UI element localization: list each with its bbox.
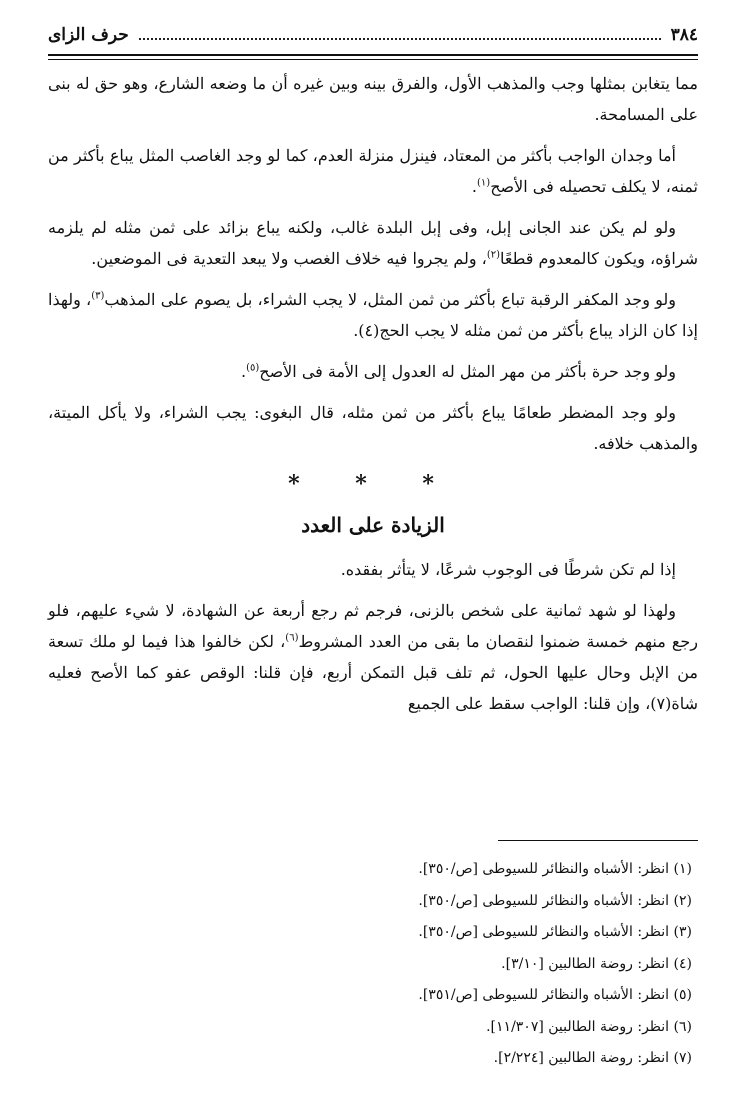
page-number: ٣٨٤ — [670, 25, 698, 45]
footnote-ref: (٢) — [486, 249, 501, 261]
book-page — [48, 22, 699, 1066]
dotted-leader — [139, 24, 661, 40]
footnote: (١) انظر: الأشباه والنظائر للسيوطى [ص/٣٥٠]. — [418, 861, 692, 877]
paragraph: ولو وجد المضطر طعامًا يباع بأكثر من ثمن مثله، قال البغوى: يجب الشراء، ولا يأكل الميتة، والمذهب خلافه. — [48, 403, 698, 453]
paragraph: أما وجدان الواجب بأكثر من المعتاد، فينزل منزلة العدم، كما لو وجد الغاصب المثل يباع بأكثر من ثمنه، لا يكلف تحصيله فى الأصح$^{(١)}$. — [48, 146, 698, 196]
paragraph: مما يتغابن بمثلها وجب والمذهب الأول، والفرق بينه وبين غيره أن ما وضعه الشارع، وهو حق له بنى على المسامحة. — [48, 74, 698, 124]
main-text — [48, 68, 698, 719]
footnote-rule — [498, 840, 698, 841]
footnote: (٣) انظر: الأشباه والنظائر للسيوطى [ص/٣٥٠]. — [418, 924, 692, 940]
section-separator: * * * — [288, 471, 458, 497]
header-rule-thin — [48, 59, 698, 60]
running-head: حرف الزاى — [48, 25, 129, 45]
footnote-ref: (٣) — [91, 290, 105, 302]
footnote: (٥) انظر: الأشباه والنظائر للسيوطى [ص/٣٥١]. — [418, 987, 692, 1003]
footnote: (٢) انظر: الأشباه والنظائر للسيوطى [ص/٣٥٠]. — [418, 892, 692, 909]
page-header — [48, 22, 698, 48]
footnote-ref: (٦) — [285, 632, 299, 644]
paragraph: ولو وجد المكفر الرقبة تباع بأكثر من ثمن المثل، لا يجب الشراء، بل يصوم على المذهب$^{(٣)}$، ولهذا إذا كان الزاد يباع بأكثر من ثمن مثله لا يجب الحج(٤). — [48, 290, 698, 340]
paragraph: ولو لم يكن عند الجانى إبل، وفى إبل البلدة غالب، ولكنه يباع بزائد على ثمن مثله لم يلزمه شراؤه، ويكون كالمعدوم قطعًا$^{(٢)}$، ولم يجروا فيه خلاف الغصب ولا يبعد التعدية فى الموضعين. — [48, 218, 698, 268]
footnote: (٦) انظر: روضة الطالبين [١١/٣٠٧]. — [486, 1018, 692, 1035]
paragraph: ولهذا لو شهد ثمانية على شخص بالزنى، فرجم ثم رجع أربعة عن الشهادة، لا شيء عليهم، فلو رجع منهم خمسة ضمنوا لنقصان ما بقى من العدد المشروط$^{(٦)}$، لكن خالفوا هذا فيما لو ملك تسعة من الإبل وحال عليها الحول، ثم تلف قبل التمكن أربع، فإن قلنا: الوقص عفو كما الأصح فعليه شاة(٧)، وإن قلنا: الواجب سقط على الجميع — [48, 601, 699, 713]
footnote-ref: (١) — [477, 177, 491, 189]
header-rule-thick — [48, 54, 698, 56]
footnote: (٧) انظر: روضة الطالبين [٢/٢٢٤]. — [493, 1050, 692, 1066]
footnotes — [48, 854, 698, 1075]
paragraph: ولو وجد حرة بأكثر من مهر المثل له العدول إلى الأمة فى الأصح$^{(٥)}$. — [240, 362, 676, 381]
paragraph: إذا لم تكن شرطًا فى الوجوب شرعًا، لا يتأثر بفقده. — [340, 560, 676, 579]
footnote: (٤) انظر: روضة الطالبين [٣/١٠]. — [501, 955, 692, 972]
footnote-ref: (٥) — [246, 362, 260, 374]
section-heading: الزيادة على العدد — [301, 513, 445, 537]
